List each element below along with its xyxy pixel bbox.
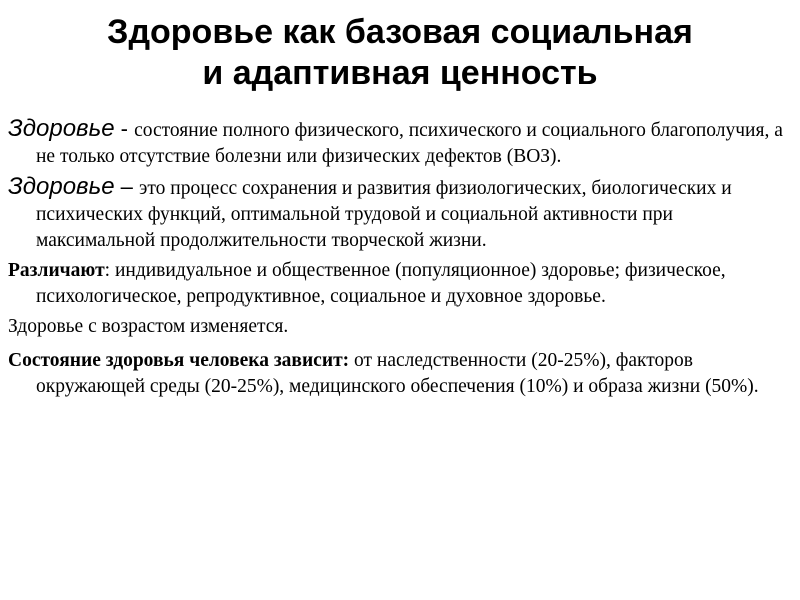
health-factors-lead: Состояние здоровья человека зависит: — [8, 350, 350, 371]
health-types-lead: Различают — [8, 260, 105, 281]
health-factors-text: от наследственности (20-25%), факторов окружающей среды (20-25%), медицинского обеспечения (10%) и образа жизни (50%). — [36, 350, 759, 397]
definition-text: это процесс сохранения и развития физиологических, биологических и психических функций, оптимальной трудовой и социальной активности при максимальной продолжительности творческой жизни. — [36, 178, 732, 251]
definition-text: состояние полного физического, психического и социального благополучия, а не только отсутствие болезни или физических дефектов (ВОЗ). — [36, 120, 783, 167]
definition-process — [8, 174, 794, 254]
health-types — [8, 258, 794, 310]
definition-separator: – — [114, 174, 140, 199]
definition-who — [8, 116, 794, 170]
health-factors — [8, 348, 794, 400]
definition-term: Здоровье — [8, 173, 115, 200]
health-types-text: : индивидуальное и общественное (популяционное) здоровье; физическое, психологическое, репродуктивное, социальное и духовное здоровье. — [36, 260, 726, 307]
health-age-text: Здоровье с возрастом изменяется. — [8, 316, 289, 337]
slide-body — [8, 116, 794, 400]
definition-separator: - — [114, 116, 135, 141]
slide-title — [0, 12, 800, 94]
slide-title-line-1: Здоровье как базовая социальная — [107, 13, 693, 51]
health-age-statement — [8, 314, 794, 340]
definition-term: Здоровье — [8, 115, 115, 142]
slide-title-line-2: и адаптивная ценность — [202, 54, 598, 92]
